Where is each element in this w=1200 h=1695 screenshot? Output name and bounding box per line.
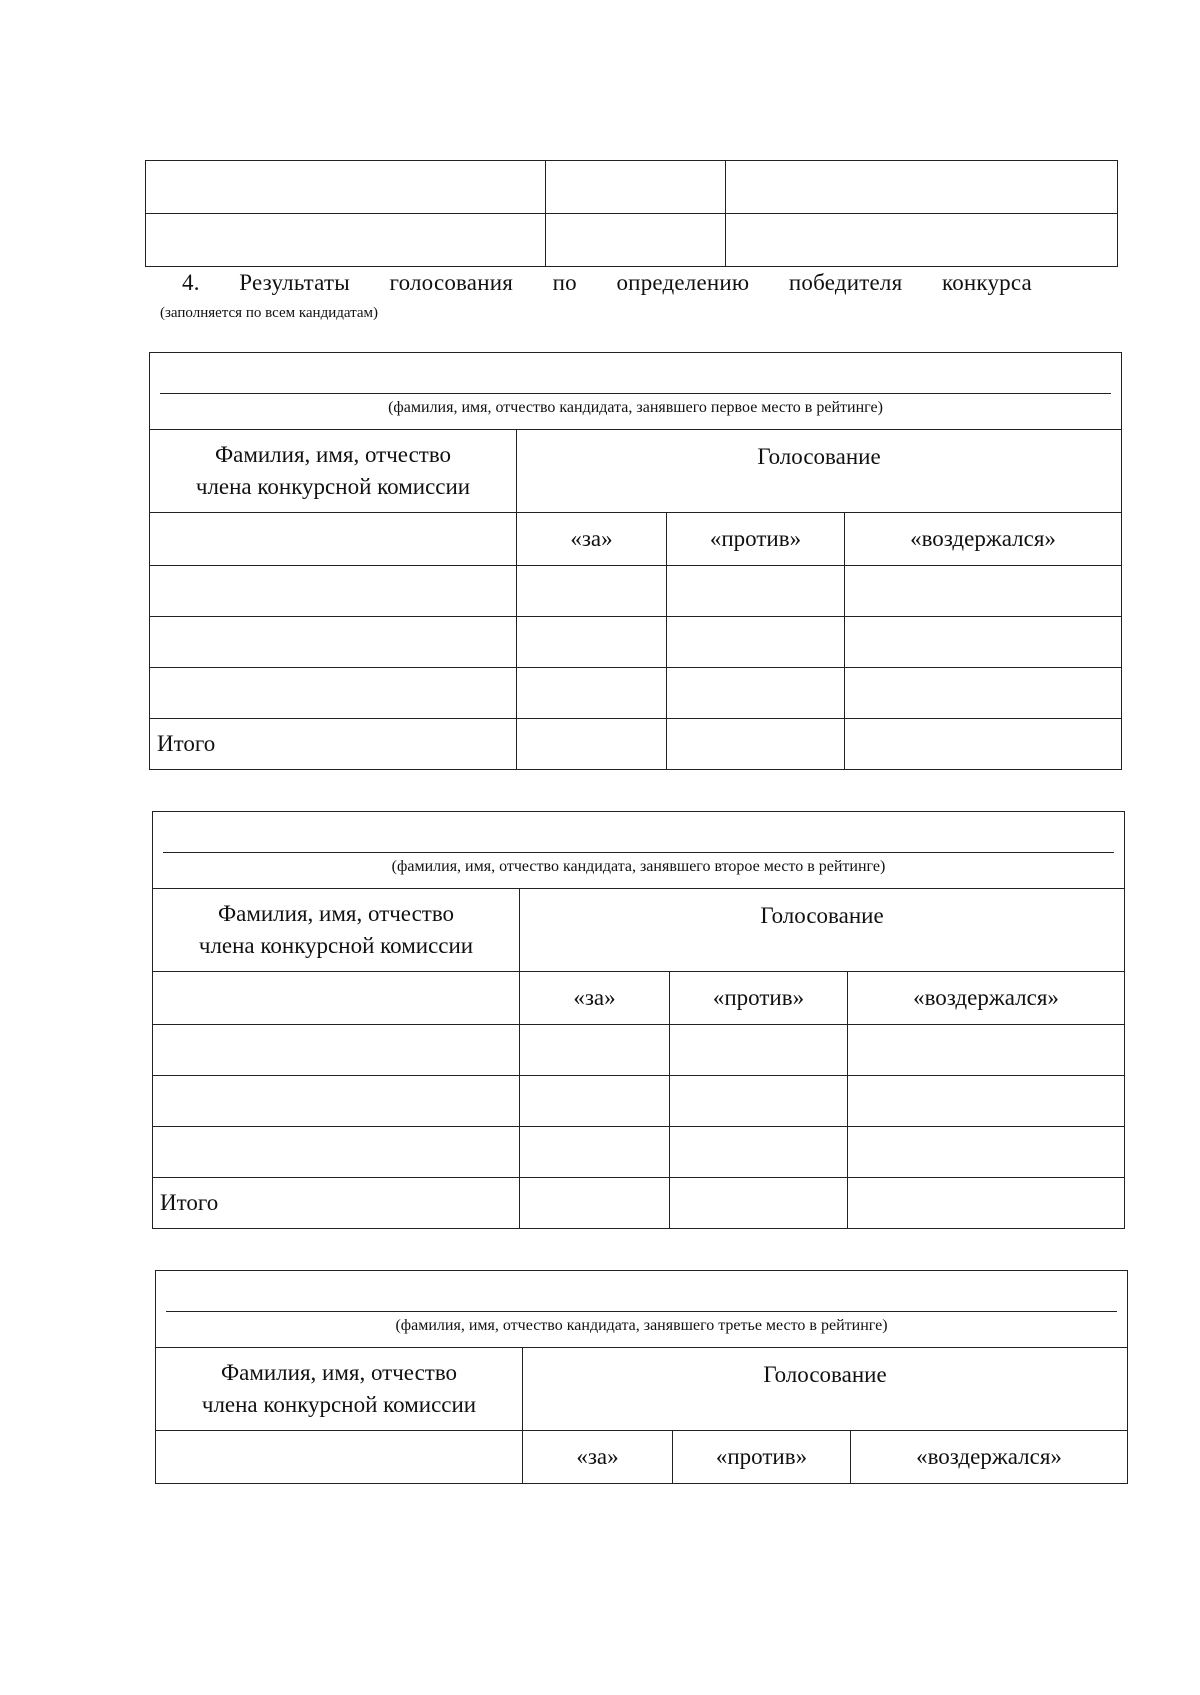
candidate-name-row: [156, 1271, 1128, 1348]
total-label: Итого: [153, 1178, 520, 1229]
heading-word: конкурса: [942, 270, 1032, 295]
name-line: [166, 1311, 1117, 1312]
member-header-line: Фамилия, имя, отчество: [214, 442, 452, 467]
voting-header: Голосование: [520, 889, 1125, 972]
table-cell[interactable]: [517, 566, 667, 617]
table-cell[interactable]: [845, 668, 1122, 719]
table-cell[interactable]: [726, 161, 1118, 214]
table-cell[interactable]: [667, 566, 845, 617]
table-cell[interactable]: [146, 214, 546, 267]
name-line: [160, 393, 1111, 394]
table-cell[interactable]: [146, 161, 546, 214]
table-cell[interactable]: [153, 1076, 520, 1127]
table-row: [153, 1025, 1125, 1076]
option-against: «против»: [673, 1431, 851, 1484]
candidate-name-row: [153, 812, 1125, 889]
table-cell[interactable]: [546, 161, 726, 214]
options-row: [156, 1431, 1128, 1484]
table-cell[interactable]: [845, 617, 1122, 668]
heading-word: определению: [616, 270, 750, 295]
table-cell[interactable]: [517, 617, 667, 668]
table-cell[interactable]: [153, 972, 520, 1025]
section-note: (заполняется по всем кандидатам): [160, 305, 379, 321]
table-cell[interactable]: [848, 1025, 1125, 1076]
candidate-name-field[interactable]: [150, 353, 1122, 430]
member-header-line: члена конкурсной комиссии: [201, 1392, 477, 1417]
vote-table-second-place: [152, 811, 1125, 1229]
member-header: [153, 889, 520, 972]
option-for: «за»: [520, 972, 670, 1025]
heading-word: победителя: [788, 270, 903, 295]
member-header: [150, 430, 517, 513]
candidate-name-row: [150, 353, 1122, 430]
table-row: [153, 1127, 1125, 1178]
voting-header: Голосование: [523, 1348, 1128, 1431]
table-cell[interactable]: [670, 1178, 848, 1229]
table-cell[interactable]: [546, 214, 726, 267]
total-row: [153, 1178, 1125, 1229]
vote-table-third-place: [155, 1270, 1128, 1484]
table-cell[interactable]: [848, 1127, 1125, 1178]
options-row: [150, 513, 1122, 566]
option-against: «против»: [670, 972, 848, 1025]
option-abstained: «воздержался»: [851, 1431, 1128, 1484]
voting-header: Голосование: [517, 430, 1122, 513]
table-row: [146, 214, 1118, 267]
candidate-name-field[interactable]: [156, 1271, 1128, 1348]
candidate-caption: (фамилия, имя, отчество кандидата, занявшего третье место в рейтинге): [395, 1317, 888, 1334]
table-cell[interactable]: [520, 1127, 670, 1178]
option-abstained: «воздержался»: [845, 513, 1122, 566]
candidate-caption: (фамилия, имя, отчество кандидата, занявшего первое место в рейтинге): [388, 399, 883, 416]
table-cell[interactable]: [845, 719, 1122, 770]
table-cell[interactable]: [520, 1178, 670, 1229]
table-row: [146, 161, 1118, 214]
header-row: [150, 430, 1122, 513]
member-header-line: члена конкурсной комиссии: [195, 474, 471, 499]
candidate-caption: (фамилия, имя, отчество кандидата, занявшего второе место в рейтинге): [391, 858, 886, 875]
table-cell[interactable]: [667, 668, 845, 719]
member-header-line: Фамилия, имя, отчество: [220, 1360, 458, 1385]
table-cell[interactable]: [848, 1076, 1125, 1127]
option-against: «против»: [667, 513, 845, 566]
table-cell[interactable]: [150, 617, 517, 668]
vote-table-first-place: [149, 352, 1122, 770]
section-heading: [182, 270, 1032, 296]
header-row: [156, 1348, 1128, 1431]
total-label: Итого: [150, 719, 517, 770]
table-cell[interactable]: [153, 1025, 520, 1076]
table-cell[interactable]: [517, 719, 667, 770]
previous-table: [145, 160, 1118, 267]
option-abstained: «воздержался»: [848, 972, 1125, 1025]
table-cell[interactable]: [150, 513, 517, 566]
options-row: [153, 972, 1125, 1025]
header-row: [153, 889, 1125, 972]
table-cell[interactable]: [520, 1076, 670, 1127]
table-cell[interactable]: [726, 214, 1118, 267]
option-for: «за»: [517, 513, 667, 566]
table-cell[interactable]: [153, 1127, 520, 1178]
total-row: [150, 719, 1122, 770]
member-header-line: Фамилия, имя, отчество: [217, 901, 455, 926]
table-row: [150, 617, 1122, 668]
member-header: [156, 1348, 523, 1431]
table-cell[interactable]: [150, 566, 517, 617]
table-cell[interactable]: [150, 668, 517, 719]
table-row: [153, 1076, 1125, 1127]
candidate-name-field[interactable]: [153, 812, 1125, 889]
heading-word: голосования: [389, 270, 514, 295]
table-cell[interactable]: [670, 1127, 848, 1178]
table-cell[interactable]: [156, 1431, 523, 1484]
heading-word: Результаты: [239, 270, 350, 295]
heading-word: 4.: [182, 270, 200, 295]
member-header-line: члена конкурсной комиссии: [198, 933, 474, 958]
option-for: «за»: [523, 1431, 673, 1484]
table-row: [150, 668, 1122, 719]
name-line: [163, 852, 1114, 853]
table-cell[interactable]: [848, 1178, 1125, 1229]
heading-word: по: [552, 270, 577, 295]
table-cell[interactable]: [520, 1025, 670, 1076]
table-cell[interactable]: [517, 668, 667, 719]
table-cell[interactable]: [670, 1025, 848, 1076]
table-cell[interactable]: [667, 719, 845, 770]
table-cell[interactable]: [845, 566, 1122, 617]
table-cell[interactable]: [670, 1076, 848, 1127]
table-cell[interactable]: [667, 617, 845, 668]
table-row: [150, 566, 1122, 617]
